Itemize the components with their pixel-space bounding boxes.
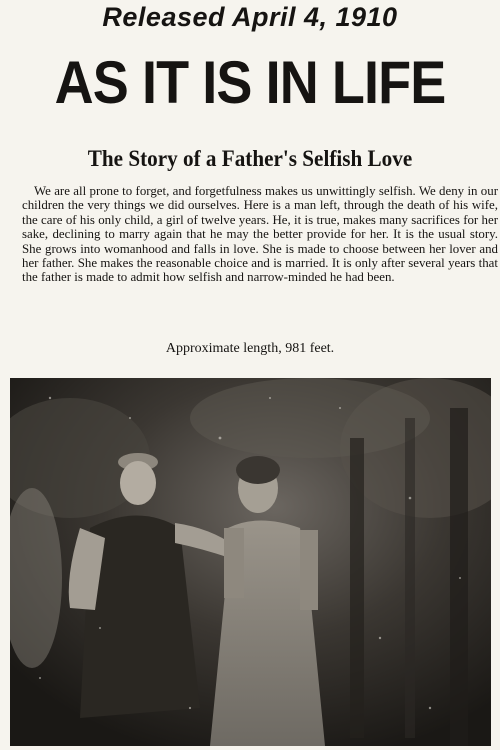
synopsis-text: We are all prone to forget, and forgetfulness makes us unwittingly selfish. We deny in our children the very things we did ourselves. Here is a man left, through the death of his wife, the care of his only child, a girl of twelve years. He, it is true, makes many sacrifices for her sake, declining to marry again that he may the better provide for her. It is the usual story. She grows into womanhood and falls in love. She is made to choose between her lover and her father. She makes the reasonable choice and is married. It is only after several years that the father is made to admit how selfish and narrow-minded he had been. [22,184,498,285]
film-still-photo [10,378,491,746]
film-title: AS IT IS IN LIFE [54,49,446,116]
approximate-length: Approximate length, 981 feet. [165,341,335,356]
release-date: Released April 4, 1910 [102,2,398,32]
synopsis-paragraph [22,184,498,285]
film-still-image [10,378,491,746]
film-subtitle: The Story of a Father's Selfish Love [87,146,413,171]
